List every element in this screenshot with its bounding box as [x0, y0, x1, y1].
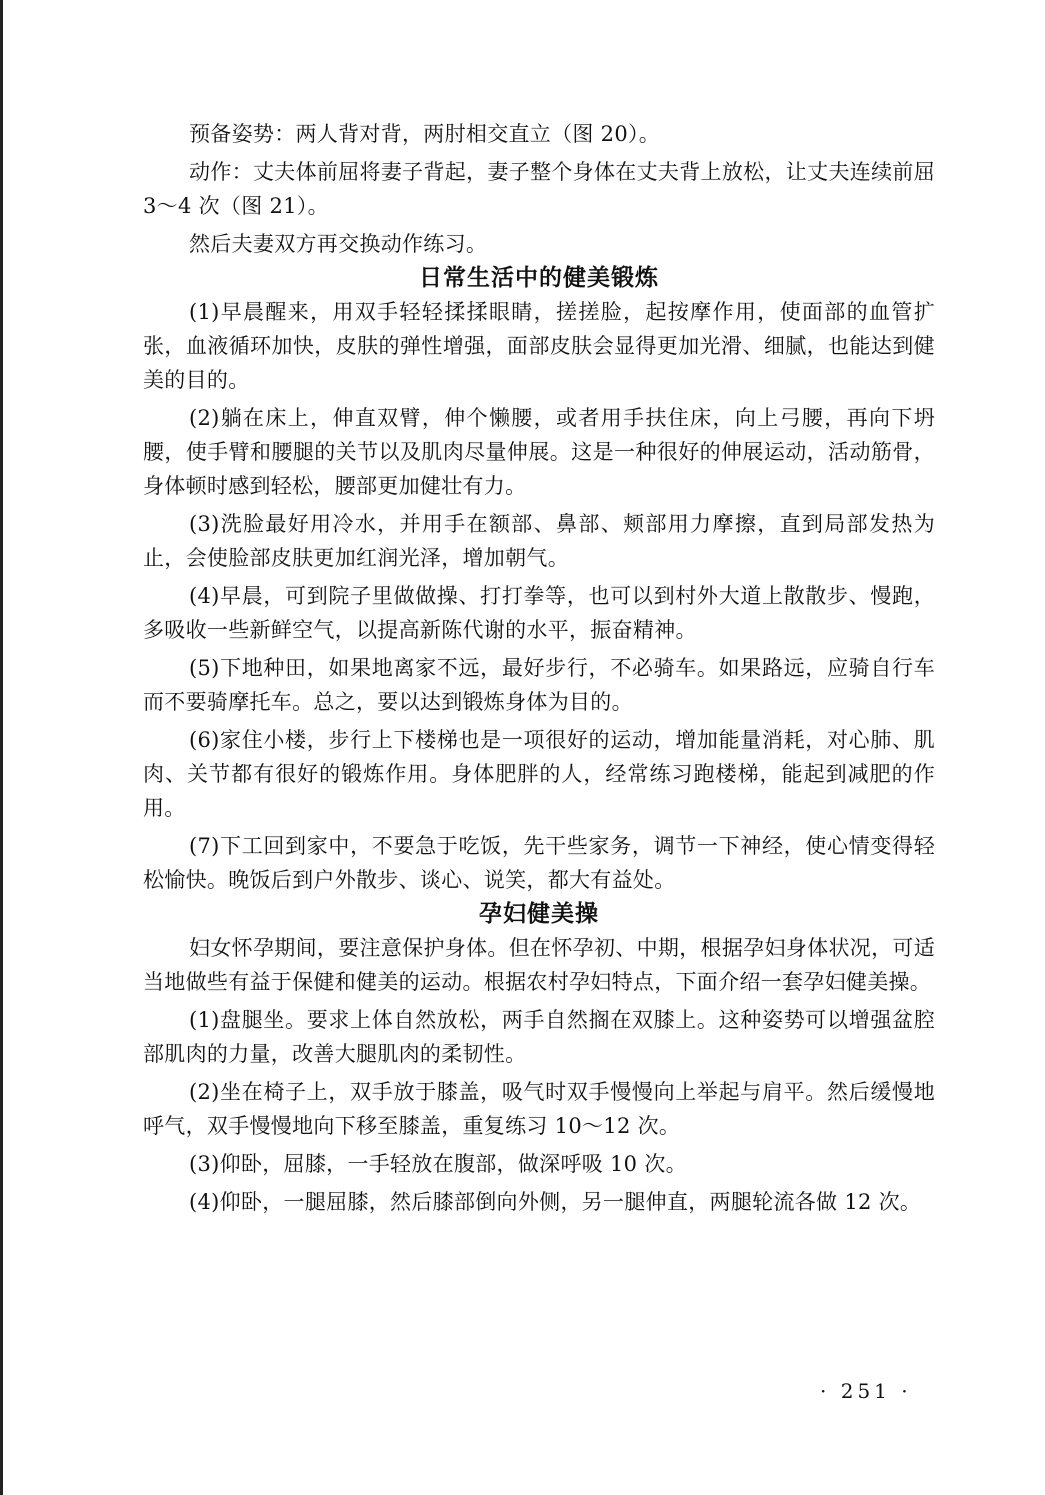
intro-block: [143, 117, 935, 261]
intro-paragraph: 然后夫妻双方再交换动作练习。: [189, 232, 488, 256]
section-pregnancy-exercise: [143, 931, 935, 1219]
section-title-pregnancy-exercise: 孕妇健美操: [479, 901, 599, 927]
section-paragraph: (7)下工回到家中，不要急于吃饭，先干些家务，调节一下神经，使心情变得轻松愉快。晚饭后到户外散步、谈心、说笑，都大有益处。: [143, 834, 935, 892]
section-paragraph: 妇女怀孕期间，要注意保护身体。但在怀孕初、中期，根据孕妇身体状况，可适当地做些有益于保健和健美的运动。根据农村孕妇特点，下面介绍一套孕妇健美操。: [143, 936, 935, 994]
section-paragraph: (3)仰卧，屈膝，一手轻放在腹部，做深呼吸 10 次。: [189, 1152, 687, 1176]
section-paragraph: (6)家住小楼，步行上下楼梯也是一项很好的运动，增加能量消耗，对心肺、肌肉、关节都有很好的锻炼作用。身体肥胖的人，经常练习跑楼梯，能起到减肥的作用。: [143, 728, 935, 820]
section-title-daily-exercise: 日常生活中的健美锻炼: [419, 265, 659, 291]
section-paragraph: (1)盘腿坐。要求上体自然放松，两手自然搁在双膝上。这种姿势可以增强盆腔部肌肉的力量，改善大腿肌肉的柔韧性。: [143, 1008, 935, 1066]
section-paragraph: (2)坐在椅子上，双手放于膝盖，吸气时双手慢慢向上举起与肩平。然后缓慢地呼气，双手慢慢地向下移至膝盖，重复练习 10～12 次。: [143, 1080, 935, 1138]
section-paragraph: (4)仰卧，一腿屈膝，然后膝部倒向外侧，另一腿伸直，两腿轮流各做 12 次。: [189, 1190, 922, 1214]
section-paragraph: (5)下地种田，如果地离家不远，最好步行，不必骑车。如果路远，应骑自行车而不要骑摩托车。总之，要以达到锻炼身体为目的。: [143, 656, 935, 714]
section-paragraph: (2)躺在床上，伸直双臂，伸个懒腰，或者用手扶住床，向上弓腰，再向下坍腰，使手臂和腰腿的关节以及肌肉尽量伸展。这是一种很好的伸展运动，活动筋骨，身体顿时感到轻松，腰部更加健壮有力。: [143, 406, 935, 498]
intro-paragraph: 动作：丈夫体前屈将妻子背起，妻子整个身体在丈夫背上放松，让丈夫连续前屈 3～4 次（图 21）。: [143, 160, 935, 218]
intro-paragraph: 预备姿势：两人背对背，两肘相交直立（图 20）。: [189, 122, 661, 146]
section-daily-exercise: [143, 295, 935, 897]
page-number: · 251 ·: [820, 1379, 912, 1403]
section-paragraph: (1)早晨醒来，用双手轻轻揉揉眼睛，搓搓脸，起按摩作用，使面部的血管扩张，血液循环加快，皮肤的弹性增强，面部皮肤会显得更加光滑、细腻，也能达到健美的目的。: [143, 300, 935, 392]
section-paragraph: (4)早晨，可到院子里做做操、打打拳等，也可以到村外大道上散散步、慢跑，多吸收一些新鲜空气，以提高新陈代谢的水平，振奋精神。: [143, 584, 935, 642]
page-content: [143, 117, 935, 1219]
section-paragraph: (3)洗脸最好用冷水，并用手在额部、鼻部、颊部用力摩擦，直到局部发热为止，会使脸部皮肤更加红润光泽，增加朝气。: [143, 512, 935, 570]
page-left-edge: [0, 0, 3, 1495]
